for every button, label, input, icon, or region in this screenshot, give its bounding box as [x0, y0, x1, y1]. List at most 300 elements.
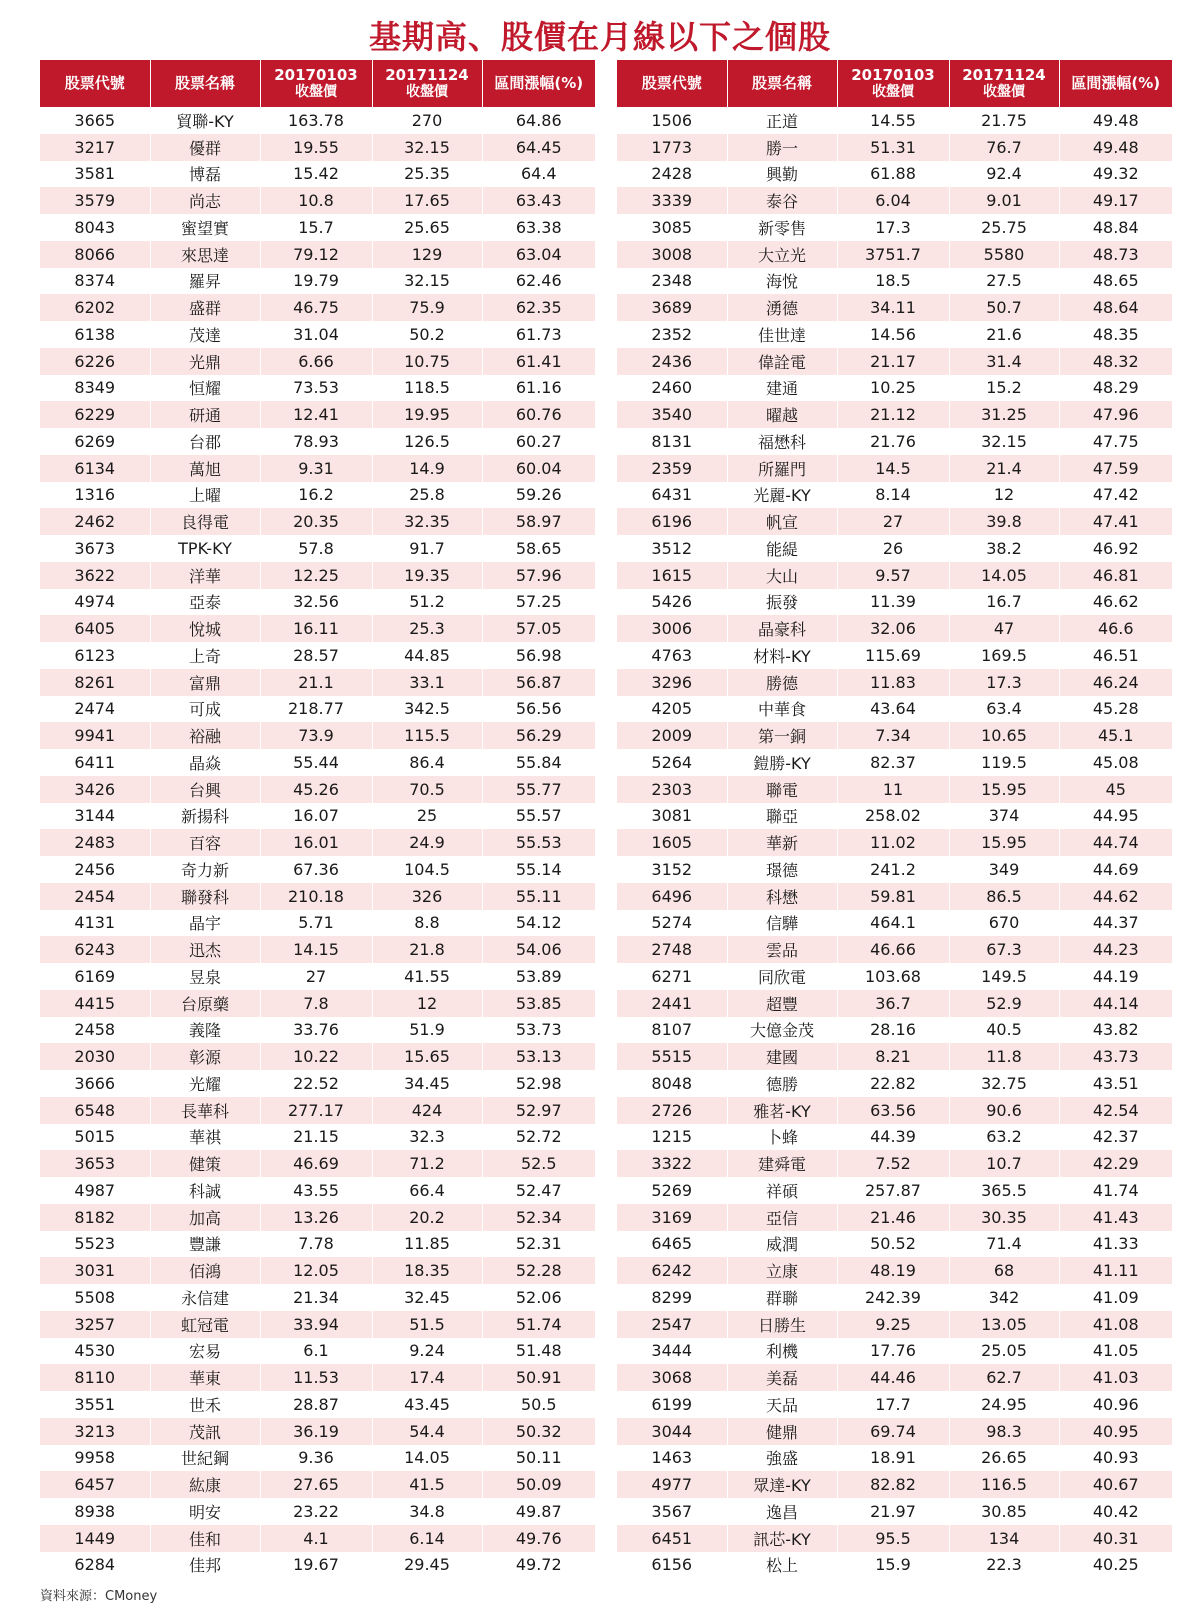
cell-end-close: 70.5: [372, 776, 482, 803]
cell-base-close: 277.17: [260, 1097, 372, 1124]
cell-change: 47.42: [1059, 482, 1172, 509]
cell-base-close: 26: [837, 535, 949, 562]
cell-change: 64.4: [482, 161, 595, 188]
cell-code: 2428: [617, 161, 727, 188]
cell-code: 3673: [40, 535, 150, 562]
cell-end-close: 21.4: [949, 455, 1059, 482]
cell-code: 3031: [40, 1257, 150, 1284]
table-row: [40, 1418, 595, 1445]
cell-end-close: 12: [372, 990, 482, 1017]
cell-end-close: 32.3: [372, 1124, 482, 1151]
cell-base-close: 23.22: [260, 1498, 372, 1525]
cell-change: 50.5: [482, 1391, 595, 1418]
cell-code: 5264: [617, 749, 727, 776]
cell-end-close: 51.2: [372, 589, 482, 616]
cell-code: 6196: [617, 508, 727, 535]
cell-end-close: 63.4: [949, 696, 1059, 723]
table-row: [40, 1257, 595, 1284]
table-row: [617, 1257, 1172, 1284]
table-row: [617, 161, 1172, 188]
cell-name: 大山: [727, 562, 837, 589]
cell-change: 52.47: [482, 1177, 595, 1204]
cell-name: 世禾: [150, 1391, 260, 1418]
cell-change: 44.14: [1059, 990, 1172, 1017]
cell-change: 41.11: [1059, 1257, 1172, 1284]
table-row: [617, 1017, 1172, 1044]
cell-code: 6202: [40, 294, 150, 321]
cell-base-close: 46.69: [260, 1150, 372, 1177]
cell-code: 4530: [40, 1338, 150, 1365]
header-name: 股票名稱: [150, 60, 260, 107]
cell-base-close: 69.74: [837, 1418, 949, 1445]
cell-base-close: 12.25: [260, 562, 372, 589]
cell-code: 2030: [40, 1043, 150, 1070]
cell-name: 亞泰: [150, 589, 260, 616]
cell-name: 曜越: [727, 401, 837, 428]
cell-end-close: 9.24: [372, 1338, 482, 1365]
cell-code: 2303: [617, 776, 727, 803]
cell-end-close: 11.8: [949, 1043, 1059, 1070]
cell-name: 偉詮電: [727, 348, 837, 375]
cell-name: 明安: [150, 1498, 260, 1525]
cell-name: 大億金茂: [727, 1017, 837, 1044]
table-row: [617, 1391, 1172, 1418]
cell-code: 6226: [40, 348, 150, 375]
cell-change: 49.76: [482, 1525, 595, 1552]
cell-base-close: 241.2: [837, 856, 949, 883]
cell-change: 41.43: [1059, 1204, 1172, 1231]
cell-change: 61.16: [482, 375, 595, 402]
stock-table-right: [617, 60, 1172, 1578]
header-base-close: [260, 60, 372, 107]
table-row: [40, 1364, 595, 1391]
cell-code: 3213: [40, 1418, 150, 1445]
cell-end-close: 15.65: [372, 1043, 482, 1070]
cell-change: 40.42: [1059, 1498, 1172, 1525]
cell-end-close: 149.5: [949, 963, 1059, 990]
cell-end-close: 118.5: [372, 375, 482, 402]
cell-base-close: 46.66: [837, 936, 949, 963]
cell-base-close: 21.12: [837, 401, 949, 428]
cell-code: 8938: [40, 1498, 150, 1525]
table-row: [617, 990, 1172, 1017]
cell-base-close: 14.15: [260, 936, 372, 963]
cell-change: 47.41: [1059, 508, 1172, 535]
cell-change: 48.64: [1059, 294, 1172, 321]
cell-base-close: 21.34: [260, 1284, 372, 1311]
cell-end-close: 25.65: [372, 214, 482, 241]
cell-change: 53.85: [482, 990, 595, 1017]
table-row: [40, 642, 595, 669]
cell-end-close: 21.8: [372, 936, 482, 963]
cell-base-close: 257.87: [837, 1177, 949, 1204]
cell-base-close: 11.53: [260, 1364, 372, 1391]
cell-base-close: 11.02: [837, 829, 949, 856]
cell-name: 亞信: [727, 1204, 837, 1231]
cell-base-close: 18.5: [837, 268, 949, 295]
cell-name: 盛群: [150, 294, 260, 321]
table-row: [617, 1338, 1172, 1365]
cell-code: 2348: [617, 268, 727, 295]
table-row: [617, 829, 1172, 856]
cell-end-close: 270: [372, 107, 482, 134]
cell-change: 46.24: [1059, 669, 1172, 696]
cell-name: 世紀鋼: [150, 1445, 260, 1472]
cell-code: 3257: [40, 1311, 150, 1338]
cell-end-close: 54.4: [372, 1418, 482, 1445]
cell-base-close: 13.26: [260, 1204, 372, 1231]
cell-name: 華祺: [150, 1124, 260, 1151]
cell-base-close: 258.02: [837, 803, 949, 830]
cell-code: 3044: [617, 1418, 727, 1445]
cell-base-close: 6.1: [260, 1338, 372, 1365]
cell-base-close: 10.25: [837, 375, 949, 402]
cell-change: 46.62: [1059, 589, 1172, 616]
cell-code: 2436: [617, 348, 727, 375]
table-row: [617, 696, 1172, 723]
cell-code: 2009: [617, 722, 727, 749]
table-row: [617, 615, 1172, 642]
cell-base-close: 15.9: [837, 1552, 949, 1579]
table-row: [40, 936, 595, 963]
cell-code: 3622: [40, 562, 150, 589]
cell-base-close: 34.11: [837, 294, 949, 321]
cell-change: 52.98: [482, 1070, 595, 1097]
table-row: [40, 187, 595, 214]
cell-end-close: 34.8: [372, 1498, 482, 1525]
cell-change: 58.65: [482, 535, 595, 562]
table-row: [617, 722, 1172, 749]
cell-end-close: 169.5: [949, 642, 1059, 669]
cell-base-close: 21.1: [260, 669, 372, 696]
cell-end-close: 9.01: [949, 187, 1059, 214]
cell-code: 3653: [40, 1150, 150, 1177]
cell-end-close: 8.8: [372, 910, 482, 937]
cell-end-close: 75.9: [372, 294, 482, 321]
cell-code: 4415: [40, 990, 150, 1017]
cell-name: 百容: [150, 829, 260, 856]
cell-end-close: 10.65: [949, 722, 1059, 749]
cell-name: 所羅門: [727, 455, 837, 482]
cell-end-close: 51.9: [372, 1017, 482, 1044]
cell-base-close: 20.35: [260, 508, 372, 535]
cell-name: 富鼎: [150, 669, 260, 696]
table-row: [617, 910, 1172, 937]
cell-change: 54.06: [482, 936, 595, 963]
cell-end-close: 17.3: [949, 669, 1059, 696]
cell-code: 3322: [617, 1150, 727, 1177]
table-row: [617, 936, 1172, 963]
cell-code: 8131: [617, 428, 727, 455]
table-row: [40, 1338, 595, 1365]
cell-code: 5015: [40, 1124, 150, 1151]
table-row: [40, 1124, 595, 1151]
cell-name: 天品: [727, 1391, 837, 1418]
cell-base-close: 28.87: [260, 1391, 372, 1418]
cell-change: 46.51: [1059, 642, 1172, 669]
cell-code: 3551: [40, 1391, 150, 1418]
cell-end-close: 50.7: [949, 294, 1059, 321]
cell-end-close: 92.4: [949, 161, 1059, 188]
cell-code: 4987: [40, 1177, 150, 1204]
cell-change: 50.91: [482, 1364, 595, 1391]
table-row: [617, 214, 1172, 241]
cell-base-close: 79.12: [260, 241, 372, 268]
cell-change: 44.37: [1059, 910, 1172, 937]
cell-name: 長華科: [150, 1097, 260, 1124]
cell-base-close: 61.88: [837, 161, 949, 188]
cell-base-close: 21.17: [837, 348, 949, 375]
cell-base-close: 46.75: [260, 294, 372, 321]
cell-end-close: 25.05: [949, 1338, 1059, 1365]
cell-change: 53.89: [482, 963, 595, 990]
table-row: [40, 990, 595, 1017]
cell-end-close: 342.5: [372, 696, 482, 723]
cell-end-close: 134: [949, 1525, 1059, 1552]
table-row: [617, 375, 1172, 402]
cell-name: 科懋: [727, 883, 837, 910]
cell-base-close: 21.97: [837, 1498, 949, 1525]
cell-code: 2462: [40, 508, 150, 535]
cell-base-close: 33.94: [260, 1311, 372, 1338]
cell-code: 3008: [617, 241, 727, 268]
cell-name: 豐謙: [150, 1231, 260, 1258]
cell-end-close: 24.9: [372, 829, 482, 856]
cell-change: 42.54: [1059, 1097, 1172, 1124]
cell-base-close: 7.8: [260, 990, 372, 1017]
table-row: [617, 1204, 1172, 1231]
cell-code: 4977: [617, 1471, 727, 1498]
table-row: [40, 963, 595, 990]
cell-base-close: 18.91: [837, 1445, 949, 1472]
cell-change: 44.95: [1059, 803, 1172, 830]
table-row: [40, 428, 595, 455]
cell-name: 洋華: [150, 562, 260, 589]
table-body-left: [40, 107, 595, 1578]
cell-change: 60.76: [482, 401, 595, 428]
cell-name: 聯發科: [150, 883, 260, 910]
table-row: [40, 1150, 595, 1177]
table-row: [617, 455, 1172, 482]
cell-change: 40.31: [1059, 1525, 1172, 1552]
cell-end-close: 15.95: [949, 776, 1059, 803]
cell-code: 8048: [617, 1070, 727, 1097]
table-row: [617, 963, 1172, 990]
page-title: 基期高、股價在月線以下之個股: [368, 18, 831, 56]
cell-change: 61.41: [482, 348, 595, 375]
cell-code: 2456: [40, 856, 150, 883]
cell-code: 8066: [40, 241, 150, 268]
table-row: [40, 455, 595, 482]
cell-base-close: 115.69: [837, 642, 949, 669]
header-base-date: 20170103: [274, 65, 358, 84]
cell-name: 恒耀: [150, 375, 260, 402]
cell-change: 63.38: [482, 214, 595, 241]
cell-name: 宏易: [150, 1338, 260, 1365]
cell-code: 6169: [40, 963, 150, 990]
table-row: [40, 776, 595, 803]
cell-code: 4763: [617, 642, 727, 669]
cell-code: 1615: [617, 562, 727, 589]
cell-name: 優群: [150, 134, 260, 161]
cell-end-close: 116.5: [949, 1471, 1059, 1498]
cell-name: 日勝生: [727, 1311, 837, 1338]
cell-code: 8299: [617, 1284, 727, 1311]
cell-name: 立康: [727, 1257, 837, 1284]
table-row: [40, 268, 595, 295]
cell-end-close: 32.15: [372, 134, 482, 161]
cell-code: 3152: [617, 856, 727, 883]
table-row: [40, 1498, 595, 1525]
cell-code: 3169: [617, 1204, 727, 1231]
cell-name: 永信建: [150, 1284, 260, 1311]
cell-end-close: 29.45: [372, 1552, 482, 1579]
cell-name: 德勝: [727, 1070, 837, 1097]
cell-code: 5515: [617, 1043, 727, 1070]
cell-base-close: 9.31: [260, 455, 372, 482]
cell-base-close: 50.52: [837, 1231, 949, 1258]
cell-base-close: 9.57: [837, 562, 949, 589]
cell-name: 逸昌: [727, 1498, 837, 1525]
cell-code: 6123: [40, 642, 150, 669]
cell-name: 台原藥: [150, 990, 260, 1017]
table-body-right: [617, 107, 1172, 1578]
cell-name: 茂達: [150, 321, 260, 348]
table-row: [40, 1017, 595, 1044]
cell-base-close: 6.66: [260, 348, 372, 375]
cell-base-close: 57.8: [260, 535, 372, 562]
cell-code: 6156: [617, 1552, 727, 1579]
cell-base-close: 15.7: [260, 214, 372, 241]
cell-end-close: 32.15: [949, 428, 1059, 455]
cell-code: 3579: [40, 187, 150, 214]
cell-code: 6242: [617, 1257, 727, 1284]
header-base-sub: 收盤價: [295, 83, 337, 100]
cell-name: 尚志: [150, 187, 260, 214]
table-row: [40, 1525, 595, 1552]
cell-code: 8182: [40, 1204, 150, 1231]
cell-base-close: 11.83: [837, 669, 949, 696]
cell-name: 泰谷: [727, 187, 837, 214]
table-row: [40, 161, 595, 188]
cell-change: 64.45: [482, 134, 595, 161]
header-end-close: [949, 60, 1059, 107]
cell-end-close: 14.9: [372, 455, 482, 482]
table-row: [617, 856, 1172, 883]
cell-code: 3144: [40, 803, 150, 830]
cell-name: 勝德: [727, 669, 837, 696]
cell-base-close: 32.56: [260, 589, 372, 616]
cell-name: 貿聯-KY: [150, 107, 260, 134]
cell-code: 9941: [40, 722, 150, 749]
cell-name: 加高: [150, 1204, 260, 1231]
cell-base-close: 33.76: [260, 1017, 372, 1044]
cell-base-close: 218.77: [260, 696, 372, 723]
table-row: [40, 1284, 595, 1311]
cell-change: 49.72: [482, 1552, 595, 1579]
cell-name: 雅茗-KY: [727, 1097, 837, 1124]
cell-base-close: 19.79: [260, 268, 372, 295]
table-row: [617, 187, 1172, 214]
cell-base-close: 3751.7: [837, 241, 949, 268]
cell-name: 帆宣: [727, 508, 837, 535]
table-row: [617, 883, 1172, 910]
table-row: [617, 1124, 1172, 1151]
cell-end-close: 27.5: [949, 268, 1059, 295]
cell-base-close: 17.3: [837, 214, 949, 241]
cell-code: 4131: [40, 910, 150, 937]
cell-code: 1316: [40, 482, 150, 509]
cell-end-close: 32.45: [372, 1284, 482, 1311]
cell-base-close: 63.56: [837, 1097, 949, 1124]
cell-end-close: 13.05: [949, 1311, 1059, 1338]
cell-code: 3296: [617, 669, 727, 696]
cell-code: 3689: [617, 294, 727, 321]
header-end-close: [372, 60, 482, 107]
cell-base-close: 55.44: [260, 749, 372, 776]
cell-end-close: 31.4: [949, 348, 1059, 375]
cell-code: 6271: [617, 963, 727, 990]
cell-base-close: 82.37: [837, 749, 949, 776]
cell-name: 光麗-KY: [727, 482, 837, 509]
cell-change: 43.51: [1059, 1070, 1172, 1097]
cell-name: 迅杰: [150, 936, 260, 963]
cell-end-close: 68: [949, 1257, 1059, 1284]
cell-end-close: 47: [949, 615, 1059, 642]
table-row: [40, 321, 595, 348]
cell-end-close: 126.5: [372, 428, 482, 455]
cell-end-close: 32.75: [949, 1070, 1059, 1097]
header-code: 股票代號: [40, 60, 150, 107]
table-header-row: [40, 60, 595, 107]
table-row: [40, 401, 595, 428]
cell-name: 雲品: [727, 936, 837, 963]
cell-base-close: 43.64: [837, 696, 949, 723]
cell-change: 45.28: [1059, 696, 1172, 723]
cell-base-close: 45.26: [260, 776, 372, 803]
cell-base-close: 17.76: [837, 1338, 949, 1365]
table-row: [40, 1445, 595, 1472]
cell-name: 松上: [727, 1552, 837, 1579]
cell-end-close: 670: [949, 910, 1059, 937]
cell-base-close: 7.78: [260, 1231, 372, 1258]
cell-end-close: 38.2: [949, 535, 1059, 562]
cell-name: 佳世達: [727, 321, 837, 348]
header-change: 區間漲幅(%): [482, 60, 595, 107]
cell-change: 47.96: [1059, 401, 1172, 428]
cell-name: 海悅: [727, 268, 837, 295]
cell-base-close: 210.18: [260, 883, 372, 910]
cell-code: 8261: [40, 669, 150, 696]
cell-base-close: 8.14: [837, 482, 949, 509]
table-row: [617, 1231, 1172, 1258]
table-row: [617, 1311, 1172, 1338]
cell-name: TPK-KY: [150, 535, 260, 562]
cell-code: 3540: [617, 401, 727, 428]
cell-name: 上奇: [150, 642, 260, 669]
table-row: [617, 134, 1172, 161]
table-row: [40, 722, 595, 749]
cell-end-close: 76.7: [949, 134, 1059, 161]
cell-end-close: 115.5: [372, 722, 482, 749]
cell-base-close: 21.15: [260, 1124, 372, 1151]
cell-name: 來思達: [150, 241, 260, 268]
cell-end-close: 374: [949, 803, 1059, 830]
cell-name: 強盛: [727, 1445, 837, 1472]
cell-change: 42.29: [1059, 1150, 1172, 1177]
cell-code: 2748: [617, 936, 727, 963]
cell-change: 41.08: [1059, 1311, 1172, 1338]
